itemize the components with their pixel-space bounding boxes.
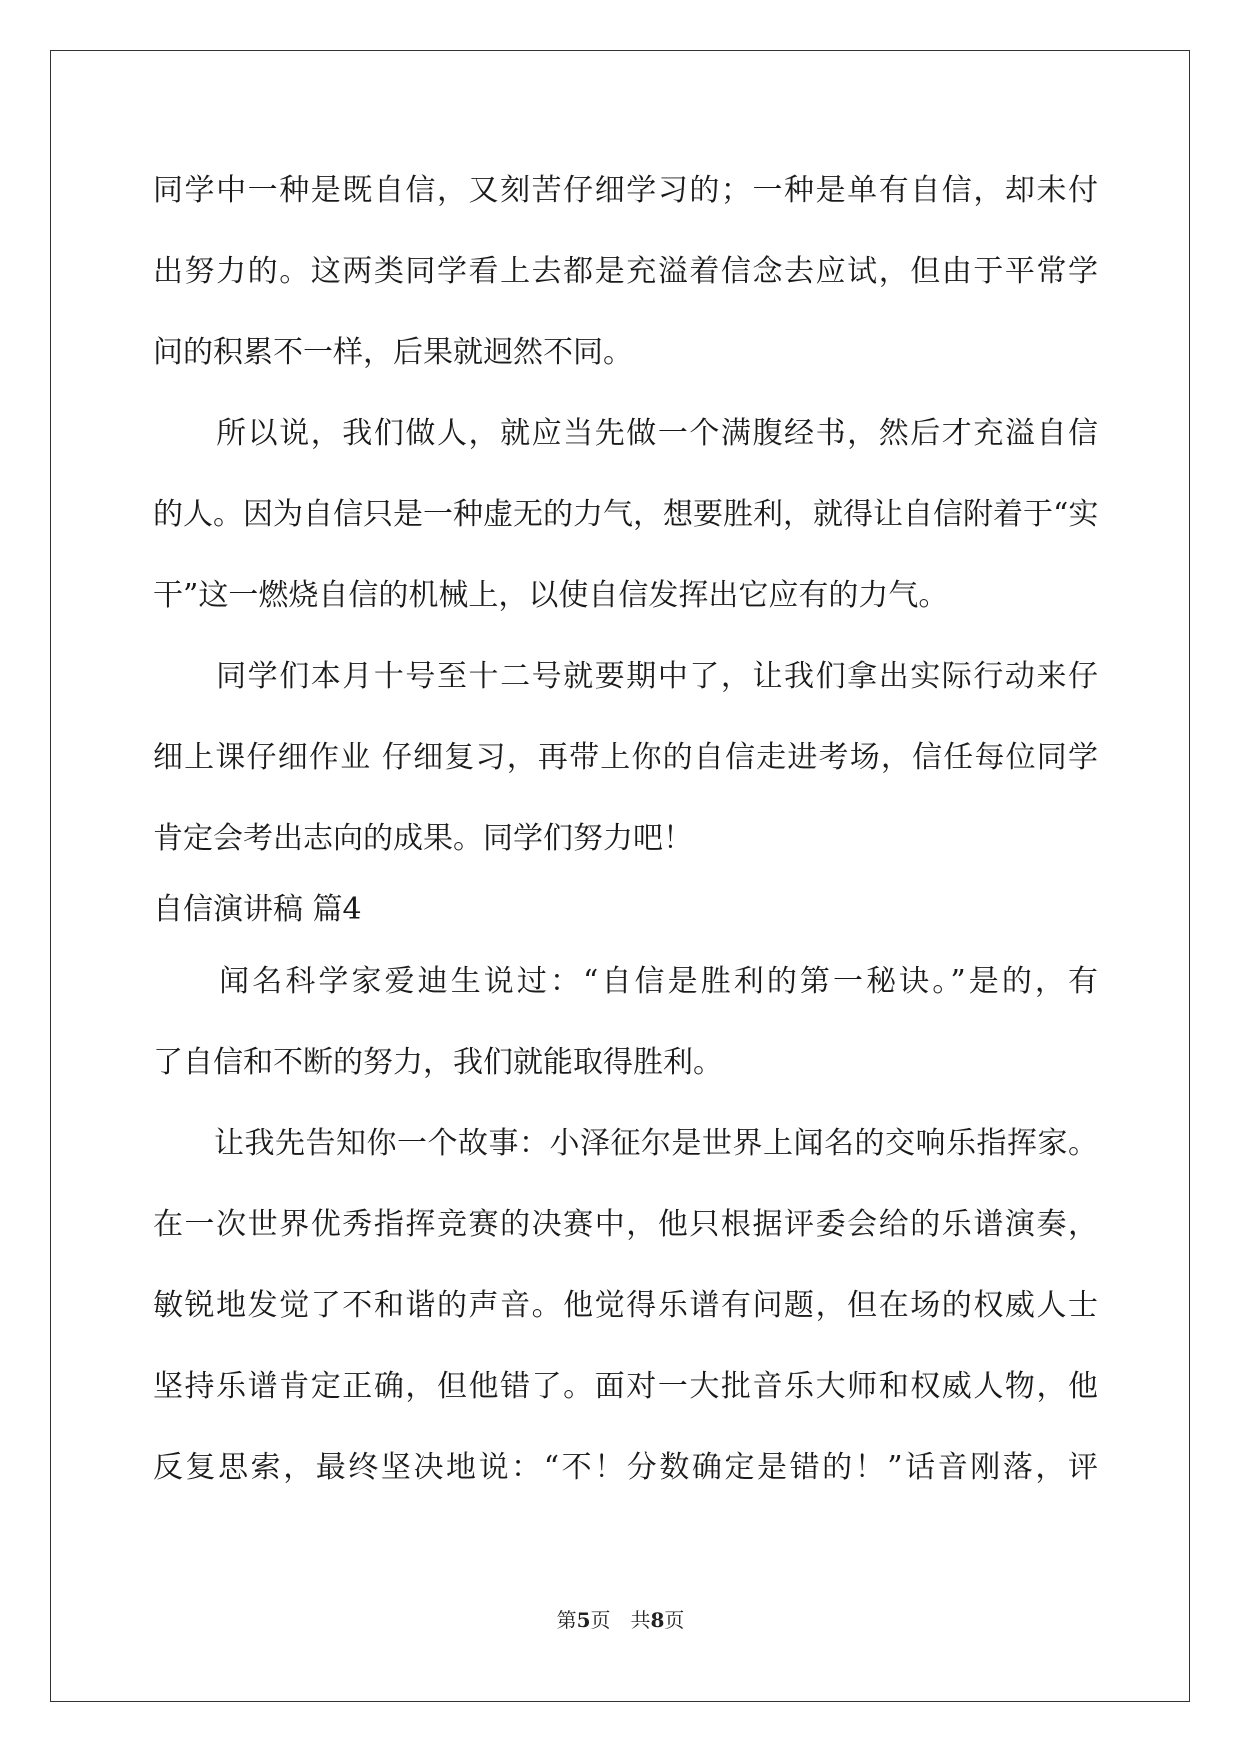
text-line: 出努力的。这两类同学看上去都是充溢着信念去应试，但由于平常学 bbox=[153, 254, 1098, 289]
text-line: 坚持乐谱肯定正确，但他错了。面对一大批音乐大师和权威人物，他 bbox=[153, 1369, 1098, 1404]
text-line: 敏锐地发觉了不和谐的声音。他觉得乐谱有问题，但在场的权威人士 bbox=[153, 1288, 1098, 1323]
page-number: 5 bbox=[576, 1608, 591, 1632]
text-line: 闻名科学家爱迪生说过：“自信是胜利的第一秘诀。”是的，有 bbox=[153, 964, 1098, 999]
text-line: 肯定会考出志向的成果。同学们努力吧！ bbox=[153, 821, 693, 856]
text-line: 了自信和不断的努力，我们就能取得胜利。 bbox=[153, 1045, 723, 1080]
text-line: 同学们本月十号至十二号就要期中了，让我们拿出实际行动来仔 bbox=[153, 659, 1098, 694]
page-footer bbox=[0, 1604, 1241, 1633]
section-heading: 自信演讲稿 篇4 bbox=[153, 892, 362, 927]
page-suffix: 页 bbox=[590, 1608, 611, 1632]
total-prefix: 共 bbox=[630, 1608, 651, 1632]
text-line: 问的积累不一样，后果就迥然不同。 bbox=[153, 335, 633, 370]
text-line: 的人。因为自信只是一种虚无的力气，想要胜利，就得让自信附着于“实 bbox=[153, 497, 1099, 532]
text-line: 细上课仔细作业 仔细复习，再带上你的自信走进考场，信任每位同学 bbox=[153, 740, 1098, 775]
text-line: 干”这一燃烧自信的机械上，以使自信发挥出它应有的力气。 bbox=[153, 578, 949, 613]
text-line: 让我先告知你一个故事：小泽征尔是世界上闻名的交响乐指挥家。 bbox=[153, 1126, 1098, 1161]
text-line: 反复思索，最终坚决地说：“不！分数确定是错的！”话音刚落，评 bbox=[153, 1450, 1098, 1485]
text-line: 在一次世界优秀指挥竞赛的决赛中，他只根据评委会给的乐谱演奏， bbox=[153, 1207, 1098, 1242]
page-prefix: 第 bbox=[556, 1608, 577, 1632]
text-line: 所以说，我们做人，就应当先做一个满腹经书，然后才充溢自信 bbox=[153, 416, 1098, 451]
total-pages: 8 bbox=[650, 1608, 665, 1632]
document-body bbox=[153, 150, 1098, 1508]
total-suffix: 页 bbox=[664, 1608, 685, 1632]
text-line: 同学中一种是既自信，又刻苦仔细学习的；一种是单有自信，却未付 bbox=[153, 173, 1098, 208]
